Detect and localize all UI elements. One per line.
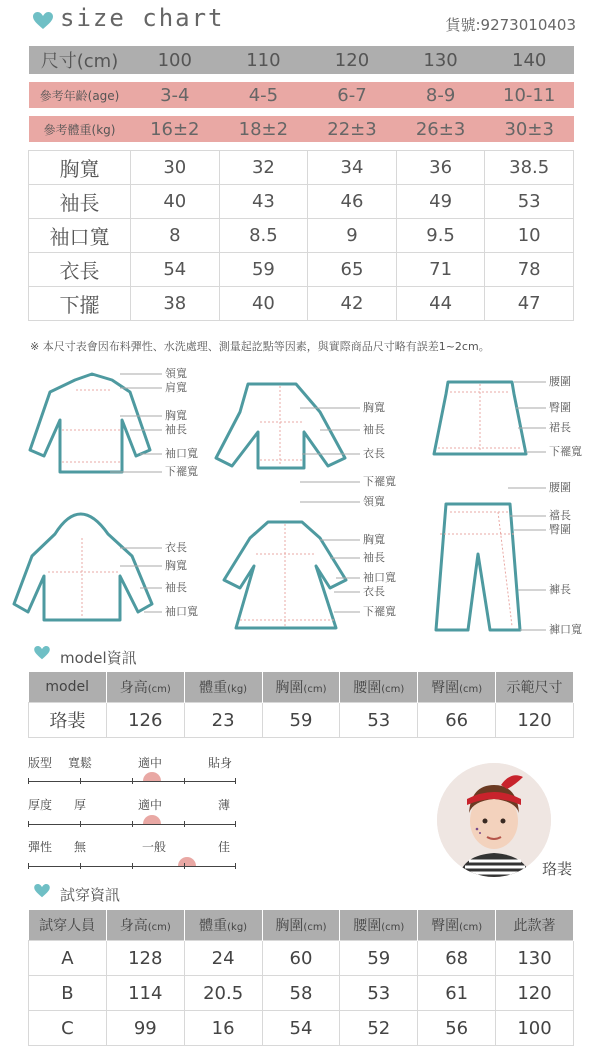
- measure-cell: 30: [131, 151, 220, 185]
- model-info-table: [28, 672, 574, 738]
- header-cell: 體重(kg): [184, 672, 262, 703]
- diagram-label: 胸寬: [363, 533, 385, 546]
- scale-mid: 適中: [138, 798, 163, 812]
- diagram-label: 臀圍: [549, 401, 571, 414]
- shirt-outline: [30, 374, 150, 472]
- measure-cell: 38.5: [485, 151, 574, 185]
- weight-label: 參考體重(kg): [29, 116, 131, 142]
- measure-cell: 8: [131, 219, 220, 253]
- measure-label: 胸寬: [29, 151, 131, 185]
- weight-row: [29, 116, 574, 142]
- age-cell: 3-4: [131, 82, 220, 108]
- header-cell: 胸圍(cm): [262, 672, 340, 703]
- measure-cell: 40: [219, 287, 308, 321]
- measure-cell: 9: [308, 219, 397, 253]
- diagram-label: 袖長: [165, 423, 187, 436]
- diagram-label: 領寬: [363, 495, 385, 508]
- trial-header-row: [29, 910, 574, 941]
- diagram-label: 衣長: [363, 447, 385, 460]
- measure-cell: 78: [485, 253, 574, 287]
- measure-row: [29, 185, 574, 219]
- table-cell: 52: [340, 1011, 418, 1046]
- table-cell: 58: [262, 976, 340, 1011]
- diagram-label: 下襬寬: [549, 445, 582, 458]
- table-cell: 126: [106, 703, 184, 738]
- table-cell: 61: [418, 976, 496, 1011]
- table-cell: A: [29, 941, 107, 976]
- measure-cell: 10: [485, 219, 574, 253]
- diagram-label: 襠長: [549, 509, 571, 522]
- table-cell: 24: [184, 941, 262, 976]
- trial-info-table: [28, 910, 574, 1046]
- diagram-label: 褲口寬: [549, 623, 582, 636]
- diagram-label: 袖長: [363, 551, 385, 564]
- header-cell: 體重(kg): [184, 910, 262, 941]
- trial-data-row: [29, 941, 574, 976]
- scale-right: 貼身: [208, 756, 233, 770]
- header-cell: 身高(cm): [106, 910, 184, 941]
- measure-row: [29, 253, 574, 287]
- table-cell: 114: [106, 976, 184, 1011]
- diagram-label: 袖口寬: [165, 447, 198, 460]
- header-cell: model: [29, 672, 107, 703]
- size-cell: 110: [219, 46, 308, 74]
- pants-outline: [436, 504, 520, 630]
- size-disclaimer: ※ 本尺寸表會因布料彈性、水洗處理、測量起訖點等因素，與實際商品尺寸略有誤差1~2cm。: [30, 340, 490, 353]
- diagram-label: 下襬寬: [363, 475, 396, 488]
- trial-data-row: [29, 976, 574, 1011]
- table-cell: 59: [262, 703, 340, 738]
- measure-cell: 71: [396, 253, 485, 287]
- age-cell: 10-11: [485, 82, 574, 108]
- measure-cell: 9.5: [396, 219, 485, 253]
- table-cell: 53: [340, 703, 418, 738]
- diagram-label: 下襬寬: [363, 605, 396, 618]
- measure-label: 袖口寬: [29, 219, 131, 253]
- age-cell: 4-5: [219, 82, 308, 108]
- model-photo: [437, 763, 551, 877]
- measure-label: 袖長: [29, 185, 131, 219]
- measure-cell: 43: [219, 185, 308, 219]
- size-cell: 130: [396, 46, 485, 74]
- diagram-label: 下襬寬: [165, 465, 198, 478]
- measure-cell: 65: [308, 253, 397, 287]
- size-cell: 100: [131, 46, 220, 74]
- age-label: 參考年齡(age): [29, 82, 131, 108]
- hoodie-outline: [14, 514, 152, 620]
- diagram-label: 胸寬: [165, 409, 187, 422]
- weight-cell: 18±2: [219, 116, 308, 142]
- table-cell: 59: [340, 941, 418, 976]
- measure-row: [29, 219, 574, 253]
- scale-label: 彈性: [28, 840, 53, 854]
- measure-cell: 36: [396, 151, 485, 185]
- scale-left: 厚: [74, 798, 87, 812]
- header-cell: 此款著: [496, 910, 574, 941]
- weight-cell: 30±3: [485, 116, 574, 142]
- diagram-label: 袖口寬: [165, 605, 198, 618]
- trial-section-title: 試穿資訊: [60, 886, 121, 904]
- table-cell: 53: [340, 976, 418, 1011]
- scale-right: 薄: [218, 798, 231, 812]
- scale-mid: 適中: [138, 756, 163, 770]
- header-cell: 腰圍(cm): [340, 910, 418, 941]
- measure-row: [29, 287, 574, 321]
- size-cell: 120: [308, 46, 397, 74]
- table-cell: 68: [418, 941, 496, 976]
- table-cell: 120: [496, 976, 574, 1011]
- thickness-level-marker: [143, 815, 161, 824]
- sku-number: 貨號:9273010403: [445, 16, 576, 34]
- table-cell: C: [29, 1011, 107, 1046]
- diagram-label: 衣長: [363, 585, 385, 598]
- weight-cell: 16±2: [131, 116, 220, 142]
- stretch-level-marker: [178, 857, 196, 866]
- diagram-label: 裙長: [549, 421, 571, 434]
- header-cell: 臀圍(cm): [418, 672, 496, 703]
- table-cell: 130: [496, 941, 574, 976]
- age-cell: 8-9: [396, 82, 485, 108]
- measure-cell: 54: [131, 253, 220, 287]
- measure-cell: 34: [308, 151, 397, 185]
- diagram-label: 胸寬: [363, 401, 385, 414]
- table-cell: B: [29, 976, 107, 1011]
- scale-left: 寬鬆: [68, 756, 93, 770]
- scale-left: 無: [74, 840, 87, 854]
- measure-cell: 44: [396, 287, 485, 321]
- table-cell: 128: [106, 941, 184, 976]
- header-cell: 示範尺寸: [496, 672, 574, 703]
- diagram-label: 袖口寬: [363, 571, 396, 584]
- measure-cell: 8.5: [219, 219, 308, 253]
- table-cell: 66: [418, 703, 496, 738]
- table-cell: 珞裴: [29, 703, 107, 738]
- measure-cell: 42: [308, 287, 397, 321]
- garment-diagrams: [0, 362, 600, 642]
- heart-icon: [34, 884, 50, 898]
- fit-level-marker: [143, 772, 161, 781]
- header-cell: 臀圍(cm): [418, 910, 496, 941]
- header-cell: 腰圍(cm): [340, 672, 418, 703]
- page-title: size chart: [60, 4, 225, 32]
- table-cell: 100: [496, 1011, 574, 1046]
- table-cell: 20.5: [184, 976, 262, 1011]
- table-cell: 54: [262, 1011, 340, 1046]
- diagram-label: 胸寬: [165, 559, 187, 572]
- size-chart-table: [28, 46, 574, 321]
- measure-cell: 49: [396, 185, 485, 219]
- weight-cell: 22±3: [308, 116, 397, 142]
- scale-right: 佳: [218, 840, 231, 854]
- diagram-label: 領寬: [165, 367, 187, 380]
- table-cell: 23: [184, 703, 262, 738]
- table-cell: 56: [418, 1011, 496, 1046]
- model-photo-caption: 珞裴: [542, 860, 573, 878]
- diagram-label: 袖長: [363, 423, 385, 436]
- weight-cell: 26±3: [396, 116, 485, 142]
- diagram-label: 肩寬: [165, 381, 187, 394]
- measure-row: [29, 151, 574, 185]
- measure-label: 下擺: [29, 287, 131, 321]
- diagram-label: 腰圍: [549, 481, 571, 494]
- scale-label: 厚度: [28, 798, 53, 812]
- size-corner-cell: 尺寸(cm): [29, 46, 131, 74]
- table-cell: 16: [184, 1011, 262, 1046]
- model-section-title: model資訊: [60, 649, 137, 667]
- measure-cell: 59: [219, 253, 308, 287]
- model-header-row: [29, 672, 574, 703]
- header-cell: 試穿人員: [29, 910, 107, 941]
- measure-cell: 38: [131, 287, 220, 321]
- model-data-row: [29, 703, 574, 738]
- diagram-label: 臀圍: [549, 523, 571, 536]
- scale-mid: 一般: [142, 840, 167, 854]
- heart-icon: [33, 12, 53, 30]
- diagram-label: 腰圍: [549, 375, 571, 388]
- diagram-label: 褲長: [549, 583, 571, 596]
- measure-label: 衣長: [29, 253, 131, 287]
- age-cell: 6-7: [308, 82, 397, 108]
- header-cell: 身高(cm): [106, 672, 184, 703]
- diagram-label: 袖長: [165, 581, 187, 594]
- size-header-row: [29, 46, 574, 74]
- age-row: [29, 82, 574, 108]
- measure-cell: 40: [131, 185, 220, 219]
- measure-cell: 53: [485, 185, 574, 219]
- table-cell: 60: [262, 941, 340, 976]
- table-cell: 99: [106, 1011, 184, 1046]
- size-cell: 140: [485, 46, 574, 74]
- table-cell: 120: [496, 703, 574, 738]
- measure-cell: 47: [485, 287, 574, 321]
- heart-icon: [34, 646, 50, 660]
- header-cell: 胸圍(cm): [262, 910, 340, 941]
- measure-cell: 32: [219, 151, 308, 185]
- measure-cell: 46: [308, 185, 397, 219]
- diagram-label: 衣長: [165, 541, 187, 554]
- trial-data-row: [29, 1011, 574, 1046]
- scale-label: 版型: [28, 756, 53, 770]
